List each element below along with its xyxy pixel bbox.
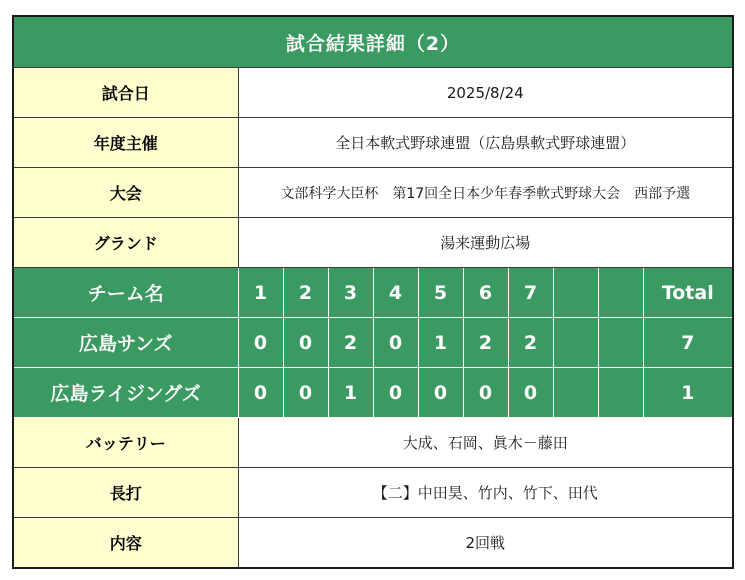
inning-score: 0 [283,368,328,418]
inning-header [553,268,598,318]
team-name-header: チーム名 [13,268,238,318]
inning-score: 0 [373,318,418,368]
summary-label: 内容 [13,518,238,568]
battery-label: バッテリー [13,418,238,468]
info-row-summary [13,518,733,568]
inning-header: 3 [328,268,373,318]
summary-value: 2回戦 [238,518,733,568]
scoreboard-team-row [13,318,733,368]
tournament-value: 文部科学大臣杯 第17回全日本少年春季軟式野球大会 西部予選 [238,168,733,218]
team-name: 広島サンズ [13,318,238,368]
inning-score: 2 [328,318,373,368]
inning-score: 0 [238,368,283,418]
inning-score: 1 [328,368,373,418]
extra-base-hits-label: 長打 [13,468,238,518]
page-title: 試合結果詳細（2） [13,16,733,68]
team-total: 1 [643,368,733,418]
info-row-ground [13,218,733,268]
game-result-table [12,15,734,569]
inning-header: 2 [283,268,328,318]
inning-score: 0 [463,368,508,418]
inning-score: 0 [238,318,283,368]
info-row-battery [13,418,733,468]
inning-header: 7 [508,268,553,318]
extra-base-hits-value: 【二】中田昊、竹内、竹下、田代 [238,468,733,518]
date-value: 2025/8/24 [238,68,733,118]
inning-score: 2 [463,318,508,368]
inning-score: 0 [508,368,553,418]
inning-header: 4 [373,268,418,318]
ground-label: グランド [13,218,238,268]
team-name: 広島ライジングズ [13,368,238,418]
inning-score: 2 [508,318,553,368]
battery-value: 大成、石岡、眞木－藤田 [238,418,733,468]
inning-score [553,318,598,368]
inning-header: 1 [238,268,283,318]
info-row-date [13,68,733,118]
scoreboard-team-row [13,368,733,418]
ground-value: 湯来運動広場 [238,218,733,268]
inning-score: 0 [283,318,328,368]
inning-score [598,318,643,368]
inning-header [598,268,643,318]
total-header: Total [643,268,733,318]
organizer-label: 年度主催 [13,118,238,168]
inning-score [598,368,643,418]
inning-score: 1 [418,318,463,368]
date-label: 試合日 [13,68,238,118]
team-total: 7 [643,318,733,368]
tournament-label: 大会 [13,168,238,218]
inning-score [553,368,598,418]
scoreboard-header-row [13,268,733,318]
title-row [13,16,733,68]
inning-score: 0 [418,368,463,418]
organizer-value: 全日本軟式野球連盟（広島県軟式野球連盟） [238,118,733,168]
info-row-organizer [13,118,733,168]
info-row-extra-base-hits [13,468,733,518]
inning-header: 6 [463,268,508,318]
info-row-tournament [13,168,733,218]
inning-header: 5 [418,268,463,318]
inning-score: 0 [373,368,418,418]
